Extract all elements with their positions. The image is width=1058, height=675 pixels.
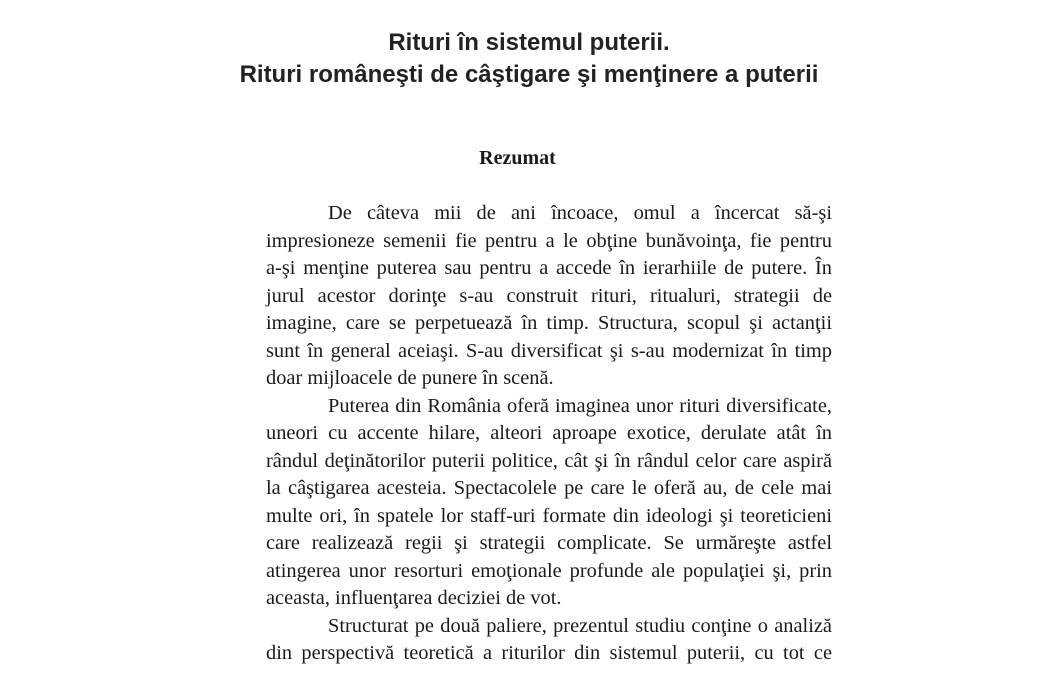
paragraph-line: aceasta, influenţarea deciziei de vot.: [266, 587, 562, 609]
paragraph-line: din perspectivă teoretică a riturilor din sistemul puterii, cu tot ce: [266, 642, 832, 664]
paragraph-line: imagine, care se perpetuează în timp. Structura, scopul şi actanţii: [266, 312, 832, 334]
paragraph-line: sunt în general aceiaşi. S-au diversificat şi s-au modernizat în timp: [266, 339, 832, 362]
paragraph-line: uneori cu accente hilare, alteori aproape exotice, derulate atât în: [266, 422, 832, 444]
paragraph-line: Puterea din România oferă imaginea unor rituri diversificate,: [328, 394, 832, 417]
paragraph-1: [204, 200, 832, 393]
paragraph-3: [204, 613, 832, 668]
abstract-body: [204, 200, 832, 668]
paragraph-line: doar mijloacele de punere în scenă.: [266, 367, 554, 389]
section-heading-abstract: Rezumat: [479, 147, 556, 169]
paragraph-line: De câteva mii de ani încoace, omul a încercat să-şi: [328, 202, 832, 224]
document-title-line-1: Rituri în sistemul puterii.: [388, 29, 670, 56]
paragraph-line: rândul deţinătorilor puterii politice, cât şi în rândul celor care aspiră: [266, 449, 832, 472]
paragraph-line: multe ori, în spatele lor staff-uri formate din ideologi şi teoreticieni: [266, 504, 832, 527]
paragraph-line: a-şi menţine puterea sau pentru a accede în ierarhiile de putere. În: [266, 257, 832, 279]
paragraph-line: la câştigarea acesteia. Spectacolele pe care le oferă au, de cele mai: [266, 477, 832, 499]
paragraph-line: jurul acestor dorinţe s-au construit rituri, ritualuri, strategii de: [266, 284, 832, 307]
paragraph-line: care realizează regii şi strategii complicate. Se urmăreşte astfel: [266, 532, 832, 554]
paragraph-line: atingerea unor resorturi emoţionale profunde ale populaţiei şi, prin: [266, 559, 832, 582]
paragraph-line: Structurat pe două paliere, prezentul studiu conţine o analiză: [328, 614, 832, 637]
paragraph-line: impresioneze semenii fie pentru a le obţine bunăvoinţa, fie pentru: [266, 229, 832, 252]
paragraph-2: [204, 393, 832, 613]
document-title-line-2: Rituri româneşti de câştigare şi menţinere a puterii: [239, 61, 819, 88]
